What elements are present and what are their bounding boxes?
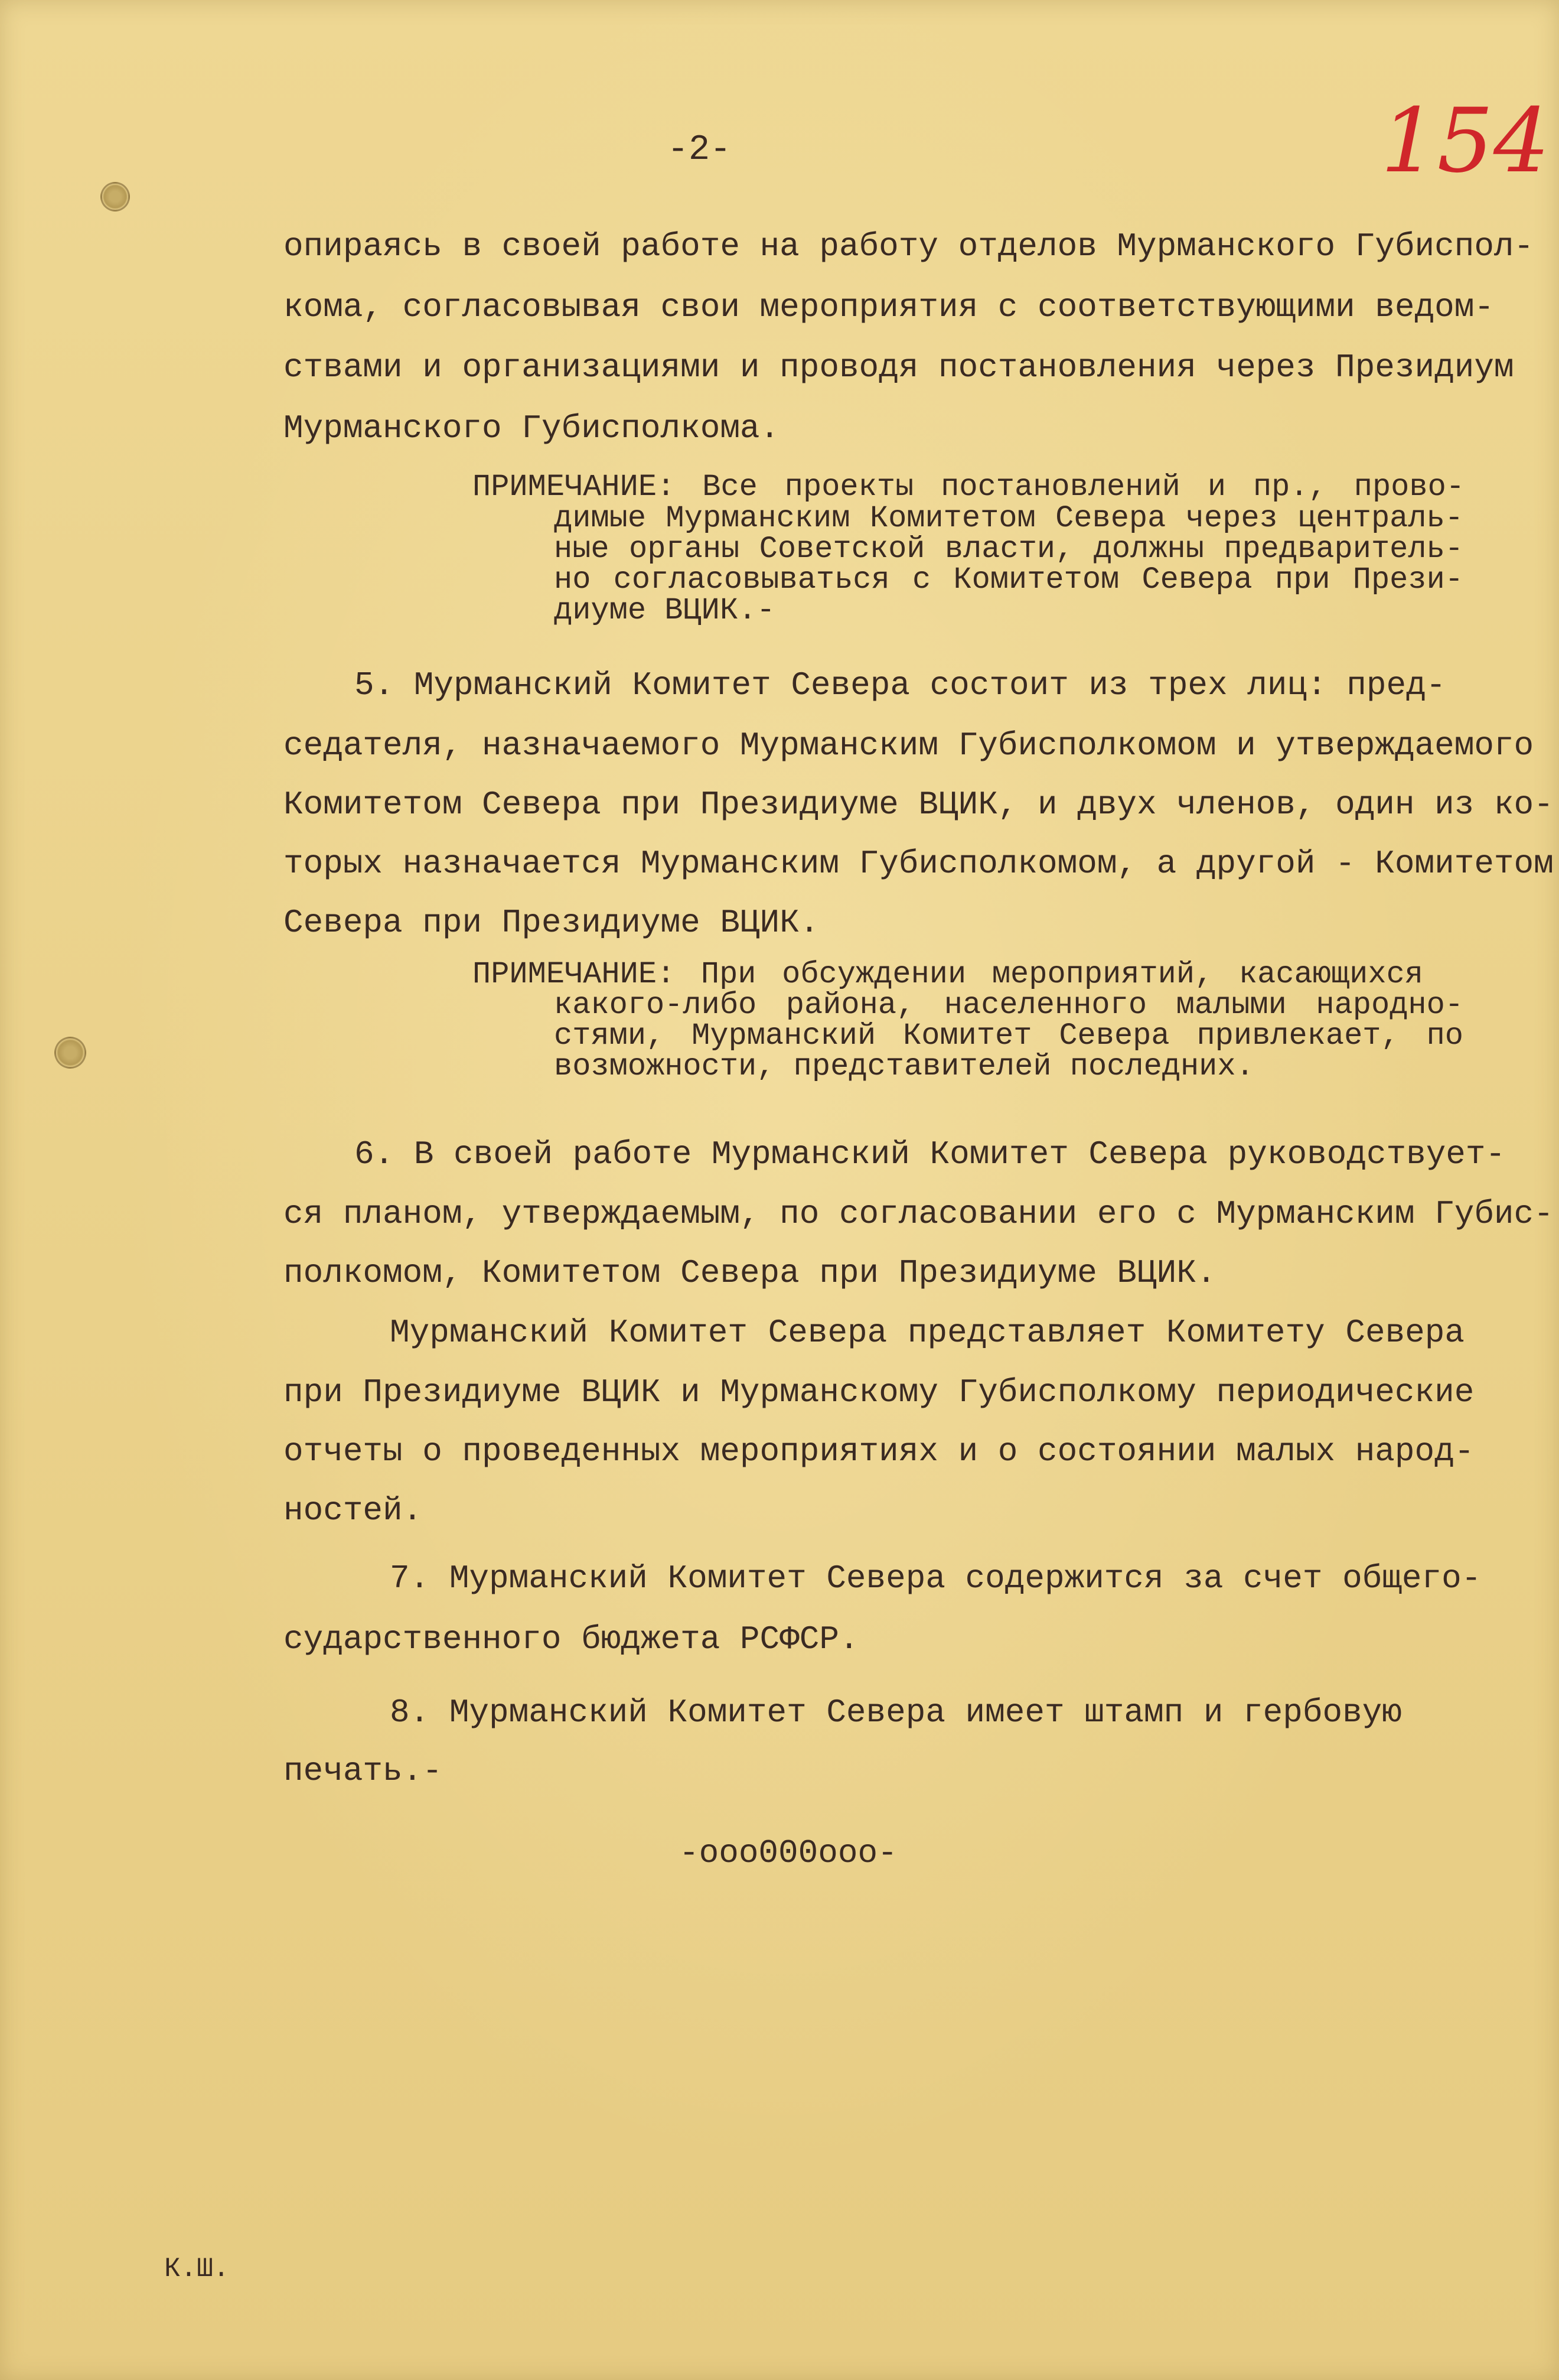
note-line: возможности, представителей последних. xyxy=(554,1049,1254,1084)
text-line: 6. В своей работе Мурманский Комитет Севера руководствует- xyxy=(354,1135,1506,1173)
text-line: при Президиуме ВЦИК и Мурманскому Губисполкому периодические xyxy=(283,1373,1475,1411)
text-line: Севера при Президиуме ВЦИК. xyxy=(283,904,820,942)
text-line: 8. Мурманский Комитет Севера имеет штамп и гербовую xyxy=(390,1694,1402,1731)
text-line: седателя, назначаемого Мурманским Губисполкомом и утверждаемого xyxy=(283,727,1534,764)
page-number: -2- xyxy=(667,130,732,170)
typist-initials: К.Ш. xyxy=(164,2254,230,2284)
note-line: диуме ВЦИК.- xyxy=(554,593,775,628)
note-line: но согласовываться с Комитетом Севера при Прези- xyxy=(554,562,1463,597)
text-line: опираясь в своей работе на работу отделов Мурманского Губиспол- xyxy=(283,227,1534,265)
text-line: кома, согласовывая свои мероприятия с соответствующими ведом- xyxy=(283,288,1494,326)
note-line: стями, Мурманский Комитет Севера привлекает, по xyxy=(554,1018,1463,1053)
end-separator: -ооо000ооо- xyxy=(679,1834,898,1872)
note-line: ПРИМЕЧАНИЕ: При обсуждении мероприятий, касающихся xyxy=(472,957,1423,992)
folio-number-handwritten xyxy=(1376,89,1550,193)
note-line: ПРИМЕЧАНИЕ: Все проекты постановлений и пр., прово- xyxy=(472,470,1465,504)
text-line: Мурманский Комитет Севера представляет Комитету Севера xyxy=(390,1314,1465,1352)
folio-number: 154 xyxy=(1381,90,1550,193)
note-line: ные органы Советской власти, должны предваритель- xyxy=(554,532,1463,566)
punch-hole xyxy=(100,182,130,211)
note-line: димые Мурманским Комитетом Севера через централь- xyxy=(554,501,1463,536)
punch-hole xyxy=(54,1037,86,1069)
note-line: какого-либо района, населенного малыми народно- xyxy=(554,988,1463,1023)
text-line: ствами и организациями и проводя постановления через Президиум xyxy=(283,349,1514,386)
text-line: печать.- xyxy=(283,1752,442,1790)
text-line: отчеты о проведенных мероприятиях и о состоянии малых народ- xyxy=(283,1432,1475,1470)
text-line: 5. Мурманский Комитет Севера состоит из трех лиц: пред- xyxy=(354,666,1446,704)
text-line: 7. Мурманский Комитет Севера содержится за счет общего- xyxy=(390,1559,1482,1597)
text-line: ностей. xyxy=(283,1492,423,1529)
text-line: торых назначается Мурманским Губисполкомом, а другой - Комитетом xyxy=(283,845,1554,883)
text-line: сударственного бюджета РСФСР. xyxy=(283,1620,859,1658)
text-line: Мурманского Губисполкома. xyxy=(283,409,780,447)
text-line: полкомом, Комитетом Севера при Президиуме ВЦИК. xyxy=(283,1254,1216,1292)
text-line: ся планом, утверждаемым, по согласовании его с Мурманским Губис- xyxy=(283,1195,1554,1233)
text-line: Комитетом Севера при Президиуме ВЦИК, и двух членов, один из ко- xyxy=(283,786,1554,823)
